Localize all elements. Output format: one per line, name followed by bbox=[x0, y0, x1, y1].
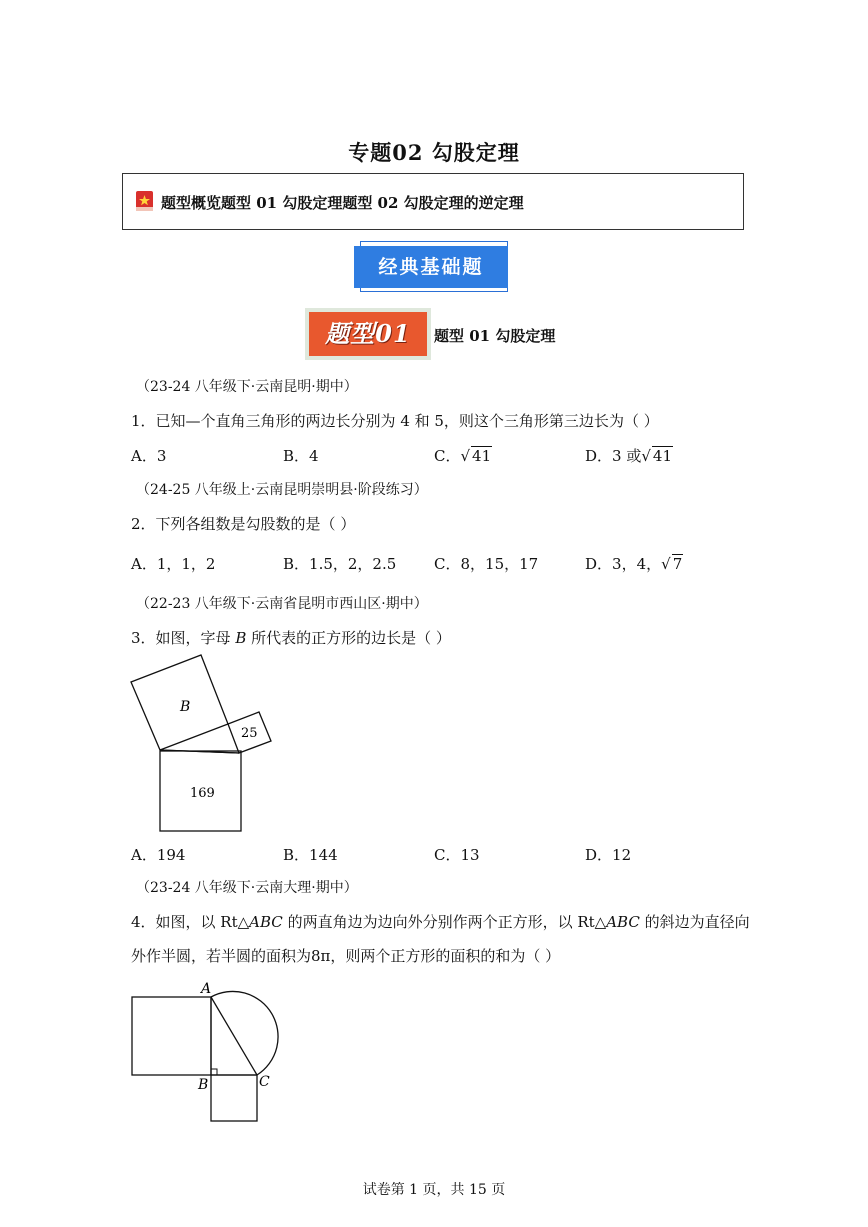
q2-option-b: B．1.5，2，2.5 bbox=[283, 555, 397, 573]
type-badge bbox=[305, 308, 431, 360]
q2-option-c: C．8，15，17 bbox=[434, 555, 539, 573]
q2-option-d-radicand: 7 bbox=[672, 555, 683, 573]
square-large-label: 169 bbox=[190, 786, 215, 801]
square-on-bc bbox=[211, 1075, 257, 1121]
q4-stem-b: 的两直角边为边向外分别作两个正方形，以 Rt△ bbox=[282, 913, 607, 931]
q4-figure bbox=[120, 975, 295, 1125]
section-banner bbox=[354, 236, 516, 298]
q4-stem-a: 4．如图，以 Rt△ bbox=[131, 913, 250, 931]
vertex-a-label: A bbox=[201, 981, 212, 997]
semicircle bbox=[211, 991, 278, 1075]
vertex-b-label: B bbox=[198, 1077, 209, 1093]
hypotenuse-ac bbox=[211, 997, 257, 1075]
sqrt-symbol: √ 41 bbox=[460, 447, 492, 465]
q3-stem-pre: 3．如图，字母 bbox=[131, 629, 236, 647]
sqrt-symbol: √ 41 bbox=[641, 447, 672, 465]
q1-option-c bbox=[434, 445, 492, 466]
q2-source: （24-25 八年级上·云南昆明崇明县·阶段练习） bbox=[136, 482, 428, 498]
q3-option-d: D．12 bbox=[585, 846, 632, 864]
q2-option-d bbox=[585, 553, 683, 574]
q3-source: （22-23 八年级下·云南省昆明市西山区·期中） bbox=[136, 596, 428, 612]
q1-stem: 1．已知—个直角三角形的两边长分别为 4 和 5，则这个三角形第三边长为（ ） bbox=[131, 412, 659, 430]
q3-stem-post: 所代表的正方形的边长是（ ） bbox=[246, 629, 451, 647]
q4-stem-line2: 外作半圆，若半圆的面积为8π，则两个正方形的面积的和为（ ） bbox=[131, 947, 561, 965]
q1-source: （23-24 八年级下·云南昆明·期中） bbox=[136, 379, 358, 395]
q4-stem-c: 的斜边为直径向 bbox=[639, 913, 750, 931]
type-badge-text: 题型01 bbox=[309, 312, 427, 356]
square-on-ab bbox=[132, 997, 211, 1075]
q4-source: （23-24 八年级下·云南大理·期中） bbox=[136, 880, 358, 896]
overview-box bbox=[122, 173, 744, 230]
q1-option-c-prefix: C． bbox=[434, 447, 461, 465]
q4-stem-line1 bbox=[131, 911, 750, 932]
q2-option-d-prefix: D．3，4， bbox=[585, 555, 662, 573]
overview-text: 题型概览题型 01 勾股定理题型 02 勾股定理的逆定理 bbox=[161, 194, 524, 212]
q2-option-a: A．1，1，2 bbox=[131, 555, 216, 573]
q1-option-b: B．4 bbox=[283, 447, 319, 465]
sqrt-symbol: √ 7 bbox=[661, 555, 683, 573]
vertex-c-label: C bbox=[259, 1074, 270, 1090]
q3-option-a: A．194 bbox=[131, 846, 186, 864]
type-label: 题型 01 勾股定理 bbox=[434, 327, 556, 345]
page-title: 专题02 勾股定理 bbox=[348, 140, 520, 165]
q3-stem-var: B bbox=[235, 629, 247, 647]
q1-option-d-prefix: D．3 或 bbox=[585, 447, 642, 465]
q3-option-c: C．13 bbox=[434, 846, 480, 864]
banner-text: 经典基础题 bbox=[354, 246, 508, 288]
q1-option-d-radicand: 41 bbox=[652, 447, 672, 465]
right-angle-mark bbox=[211, 1069, 217, 1075]
book-icon bbox=[135, 190, 155, 212]
q3-option-b: B．144 bbox=[283, 846, 338, 864]
q1-option-c-radicand: 41 bbox=[472, 447, 492, 465]
square-b-label: B bbox=[180, 699, 191, 715]
q1-option-a: A．3 bbox=[131, 447, 167, 465]
q4-stem-var2: ABC bbox=[606, 913, 640, 931]
square-small-label: 25 bbox=[241, 726, 258, 741]
q3-figure bbox=[120, 645, 290, 840]
page-footer: 试卷第 1 页，共 15 页 bbox=[362, 1182, 506, 1198]
q1-option-d bbox=[585, 445, 673, 466]
q4-stem-var1: ABC bbox=[249, 913, 283, 931]
q2-stem: 2．下列各组数是勾股数的是（ ） bbox=[131, 515, 356, 533]
